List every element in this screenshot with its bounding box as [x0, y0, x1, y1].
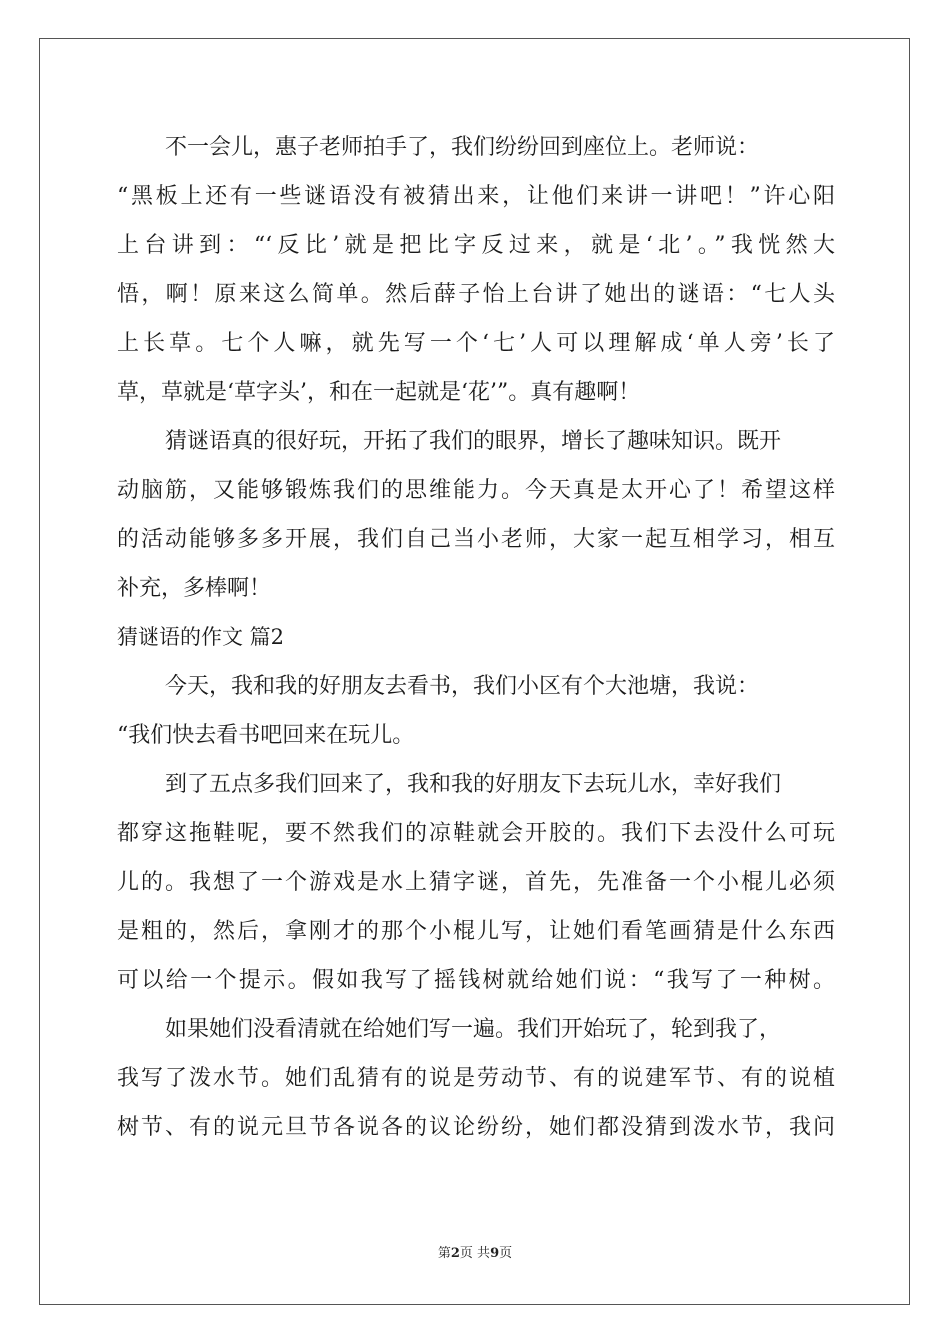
paragraph-line: 的活动能够多多开展，我们自己当小老师，大家一起互相学习，相互 [117, 527, 835, 552]
paragraph-line: “我们快去看书吧回来在玩儿。 [117, 723, 415, 748]
paragraph-line: 上长草。七个人嘛，就先写一个‘七’人可以理解成‘单人旁’长了 [117, 331, 835, 356]
paragraph-line: 我写了泼水节。她们乱猜有的说是劳动节、有的说建军节、有的说植 [117, 1066, 835, 1091]
paragraph-line: 不一会儿，惠子老师拍手了，我们纷纷回到座位上。老师说： [165, 135, 760, 160]
paragraph-line: 今天，我和我的好朋友去看书，我们小区有个大池塘，我说： [165, 674, 760, 699]
section-heading: 猜谜语的作文 篇2 [117, 625, 285, 649]
paragraph-line: 到了五点多我们回来了，我和我的好朋友下去玩儿水，幸好我们 [165, 772, 782, 797]
paragraph-line: 树节、有的说元旦节各说各的议论纷纷，她们都没猜到泼水节，我问 [117, 1115, 835, 1140]
total-page-number: 9 [490, 1246, 500, 1261]
paragraph-line: 都穿这拖鞋呢，要不然我们的凉鞋就会开胶的。我们下去没什么可玩 [117, 821, 835, 846]
document-body [117, 123, 835, 1152]
paragraph-line: 儿的。我想了一个游戏是水上猜字谜，首先，先准备一个小棍儿必须 [117, 870, 835, 895]
paragraph-line: “黑板上还有一些谜语没有被猜出来，让他们来讲一讲吧！”许心阳 [117, 184, 835, 209]
paragraph-line: 上台讲到：“‘反比’就是把比字反过来，就是‘北’。”我恍然大 [117, 233, 835, 258]
paragraph-line: 是粗的，然后，拿刚才的那个小棍儿写，让她们看笔画猜是什么东西 [117, 919, 835, 944]
paragraph-line: 悟，啊！原来这么简单。然后薛子怡上台讲了她出的谜语：“七人头 [117, 282, 835, 307]
paragraph-line: 动脑筋，又能够锻炼我们的思维能力。今天真是太开心了！希望这样 [117, 478, 835, 503]
page-label-mid: 页 共 [459, 1246, 491, 1261]
paragraph-line: 补充，多棒啊！ [117, 576, 272, 601]
paragraph-line: 猜谜语真的很好玩，开拓了我们的眼界，增长了趣味知识。既开 [165, 429, 782, 454]
page-label-suffix: 页 [499, 1246, 513, 1261]
page-label-prefix: 第 [437, 1246, 451, 1261]
paragraph-line: 可以给一个提示。假如我写了摇钱树就给她们说：“我写了一种树。 [117, 968, 835, 993]
paragraph-line: 草，草就是‘草字头’，和在一起就是‘花’”。真有趣啊！ [117, 380, 641, 405]
page-number-footer [0, 1244, 950, 1264]
paragraph-line: 如果她们没看清就在给她们写一遍。我们开始玩了，轮到我了， [165, 1017, 782, 1042]
current-page-number: 2 [450, 1246, 460, 1261]
